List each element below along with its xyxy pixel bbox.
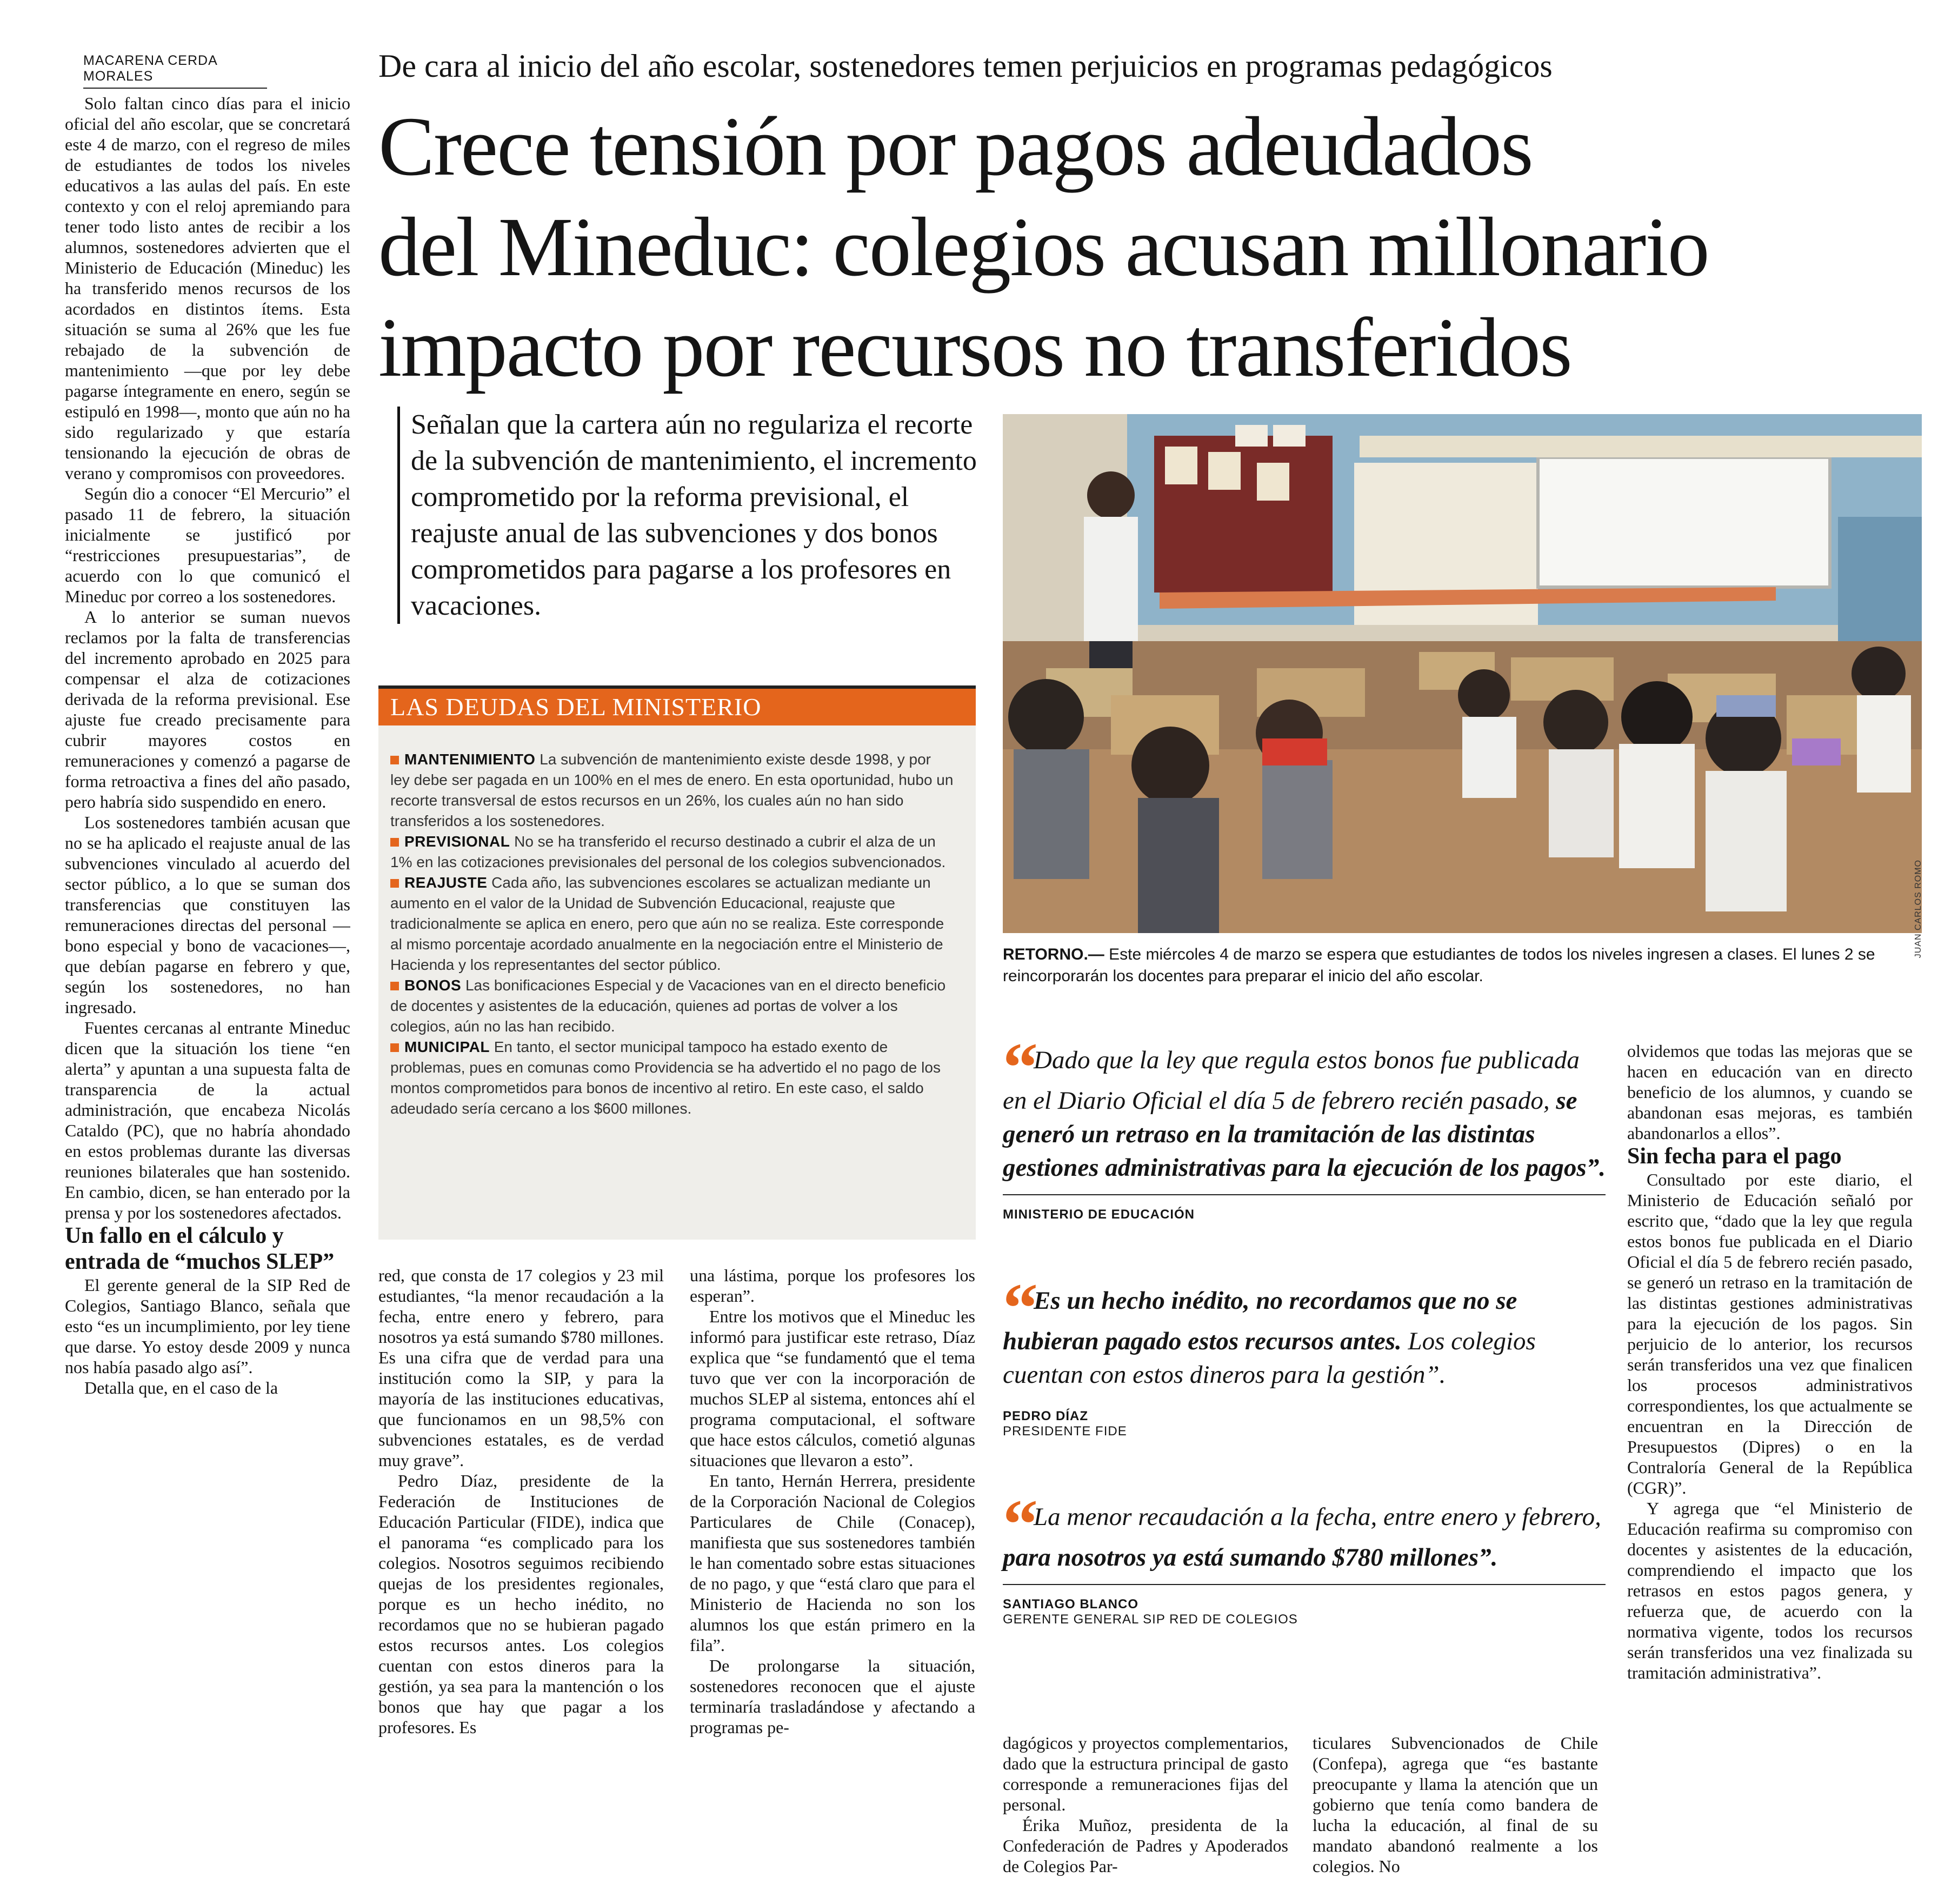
quote-source: MINISTERIO DE EDUCACIÓN <box>1003 1207 1195 1222</box>
debt-item-label: MANTENIMIENTO <box>404 751 536 768</box>
pull-quote <box>1003 1486 1606 1574</box>
quote-text: La menor recaudación a la fecha, entre enero y febrero, <box>1034 1503 1601 1531</box>
paragraph: Pedro Díaz, presidente de la Federación de Instituciones de Educación Particular (FIDE), indica que el panorama “es complicado para los colegios. Nosotros seguimos recibiendo quejas de los presidentes regionales, porque es un hecho inédito, no recordamos que no se hubieran pagado estos recursos antes. Los colegios cuentan con estos dineros para la gestión, ya sea para la mantención o los bonos que hay que pagar a los profesores. Es <box>378 1471 664 1737</box>
paragraph: Fuentes cercanas al entrante Mineduc dicen que la situación los tiene “en alerta” y apuntan a una supuesta falta de transparencia de la actual administración, que encabeza Nicolás Cataldo (PC), que no habría ahondado en estos problemas durante las diversas reuniones bilaterales que han sostenido. En cambio, dicen, se han enterado por la prensa y por los sostenedores afectados. <box>65 1018 350 1222</box>
debt-item-text: La subvención de mantenimiento existe desde 1998, y por ley debe ser pagada en un 100% en el mes de enero. En esta oportunidad, hubo un recorte transversal de estos recursos en un 26%, los cuales aún no han sido transferidos a los sostenedores. <box>390 751 954 829</box>
article-column-3 <box>690 1265 975 1898</box>
kicker: De cara al inicio del año escolar, sostenedores temen perjuicios en programas pedagógicos <box>378 48 1553 84</box>
bullet-square-icon <box>390 982 399 990</box>
paragraph: Según dio a conocer “El Mercurio” el pasado 11 de febrero, la situación inicialmente se justificó por “restricciones presupuestarias”, de acuerdo con lo que comunicó el Mineduc por correo a los sostenedores. <box>65 484 350 606</box>
headline-line-2: del Mineduc: colegios acusan millonario <box>378 200 1709 294</box>
quote-mark-icon: “ <box>1003 1486 1030 1563</box>
quote-block-3 <box>1003 1486 1606 1627</box>
classroom-photo <box>1003 414 1922 933</box>
bullet-square-icon <box>390 879 399 888</box>
quote-mark-icon: “ <box>1003 1269 1030 1347</box>
debt-item <box>390 873 954 975</box>
debts-box-items <box>378 725 976 1119</box>
subhead-fallo: Un fallo en el cálculo y entrada de “muchos SLEP” <box>65 1223 335 1274</box>
quote-source-role: GERENTE GENERAL SIP RED DE COLEGIOS <box>1003 1612 1298 1627</box>
paragraph: Consultado por este diario, el Ministerio de Educación señaló por escrito que, “dado que la ley que regula estos bonos fue publicada en el Diario Oficial el día 5 de febrero recién pasado, se generó un retraso en la tramitación de las distintas gestiones administrativas para la ejecución de los pagos. Sin perjuicio de lo anterior, los recursos serán transferidos una vez que finalicen los procesos administrativos correspondientes, los que actualmente se encuentran en la Dirección de Presupuestos (Dipres) o en la Contraloría General de la República (CGR)”. <box>1627 1170 1913 1497</box>
bullet-square-icon <box>390 1043 399 1052</box>
paragraph: Érika Muñoz, presidenta de la Confederación de Padres y Apoderados de Colegios Par- <box>1003 1815 1288 1876</box>
headline-line-1: Crece tensión por pagos adeudados <box>378 99 1533 193</box>
paragraph: ticulares Subvencionados de Chile (Confepa), agrega que “es bastante preocupante y llama la atención que un gobierno que tenía como bandera de lucha la educación, al final de su mandato abandonó realmente a los colegios. No <box>1313 1733 1598 1876</box>
debt-item-label: PREVISIONAL <box>404 833 510 850</box>
debts-box-title: LAS DEUDAS DEL MINISTERIO <box>378 685 976 725</box>
article-column-5 <box>1313 1733 1598 1898</box>
debt-item <box>390 975 954 1037</box>
debt-item <box>390 831 954 873</box>
deck: Señalan que la cartera aún no regulariza el recorte de la subvención de mantenimiento, el incremento comprometido por la reforma previsional, el reajuste anual de las subvenciones y dos bonos comprometidos para pagarse a los profesores en vacaciones. <box>397 407 995 624</box>
classroom-photo-image <box>1003 414 1922 933</box>
headline <box>378 96 1924 398</box>
paragraph: El gerente general de la SIP Red de Colegios, Santiago Blanco, señala que esto “es un incumplimiento, por ley tiene que darse. Yo estoy desde 2009 y nunca nos había pasado algo así”. <box>65 1275 350 1377</box>
debt-item-label: REAJUSTE <box>404 874 488 891</box>
byline: MACARENA CERDA MORALES <box>83 53 267 89</box>
paragraph: una lástima, porque los profesores los esperan”. <box>690 1266 975 1306</box>
photo-credit: JUAN CARLOS ROMO <box>1914 860 1923 958</box>
article-column-1 <box>65 93 350 1899</box>
quote-closing: ”. <box>1586 1154 1606 1182</box>
quote-text: Dado que la ley que regula estos bonos fue publicada en el Diario Oficial el día 5 de febrero recién pasado, <box>1003 1046 1580 1115</box>
debt-item-label: BONOS <box>404 977 462 994</box>
quote-block-2 <box>1003 1269 1606 1439</box>
paragraph: olvidemos que todas las mejoras que se hacen en educación van en directo beneficio de los alumnos, y cuando se abandonan esas mejoras, es también abandonarlos a ellos”. <box>1627 1041 1913 1143</box>
article-column-6 <box>1627 1041 1913 1898</box>
paragraph: Solo faltan cinco días para el inicio oficial del año escolar, que se concretará este 4 de marzo, con el regreso de miles de estudiantes de todos los niveles educativos a las aulas del país. En este contexto y con el reloj apremiando para tener todo listo antes de recibir a los alumnos, sostenedores advierten que el Ministerio de Educación (Mineduc) les ha transferido menos recursos de los acordados en distintos ítems. Esta situación se suma al 26% que les fue rebajado de la subvención de mantenimiento —que por ley debe pagarse íntegramente en enero, según se estipuló en 1998—, monto que aún no ha sido regularizado y que estaría tensionando la ejecución de obras de verano y compromisos con proveedores. <box>65 94 350 483</box>
quote-closing: ”. <box>1479 1543 1498 1572</box>
quote-bold-text: para nosotros ya está sumando $780 millones <box>1003 1543 1479 1572</box>
caption-label: RETORNO.— <box>1003 946 1104 963</box>
caption-text: Este miércoles 4 de marzo se espera que estudiantes de todos los niveles ingresen a clases. El lunes 2 se reincorporarán los docentes para preparar el inicio del año escolar. <box>1003 946 1875 985</box>
debt-item-text: Cada año, las subvenciones escolares se actualizan mediante un aumento en el valor de la Unidad de Subvención Educacional, reajuste que tradicionalmente se aplica en enero, pero que aún no se realiza. Este corresponde al mismo porcentaje acordado anualmente en la negociación entre el Ministerio de Hacienda y los representantes del sector público. <box>390 874 944 973</box>
paragraph: Detalla que, en el caso de la <box>84 1378 278 1397</box>
quote-rule <box>1003 1584 1606 1585</box>
paragraph: Entre los motivos que el Mineduc les informó para justificar este retraso, Díaz explica que “se fundamentó que el tema tuvo que ver con la incorporación de muchos SLEP al sistema, entonces ahí el programa computacional, el software que hace estos cálculos, cometió algunas situaciones que llevaron a esto”. <box>690 1307 975 1470</box>
article-column-2 <box>378 1265 664 1898</box>
paragraph: Los sostenedores también acusan que no se ha aplicado el reajuste anual de las subvenciones vinculado al acuerdo del sector público, a lo que se suman dos transferencias que constituyen las remuneraciones directas del personal —bono especial y bono de vacaciones—, que debían pagarse en febrero y que, según los sostenedores, no han ingresado. <box>65 813 350 1017</box>
quote-mark-icon: “ <box>1003 1029 1030 1107</box>
paragraph: dagógicos y proyectos complementarios, dado que la estructura principal de gasto corresponde a remuneraciones fijas del personal. <box>1003 1733 1288 1814</box>
debt-item <box>390 749 954 831</box>
paragraph: De prolongarse la situación, sostenedores reconocen que el ajuste terminaría trasladándose y afectando a programas pe- <box>690 1656 975 1737</box>
quote-bold-text: Es un hecho inédito, no recordamos que no se hubieran pagado estos recursos antes. <box>1003 1287 1517 1355</box>
quote-source: SANTIAGO BLANCO <box>1003 1597 1138 1612</box>
headline-line-3: impacto por recursos no transferidos <box>378 301 1571 394</box>
debt-item <box>390 1037 954 1119</box>
bullet-square-icon <box>390 838 399 847</box>
debt-item-text: No se ha transferido el recurso destinado a cubrir el alza de un 1% en las cotizaciones previsionales del personal de los colegios subvencionados. <box>390 833 946 870</box>
paragraph: Y agrega que “el Ministerio de Educación reafirma su compromiso con docentes y asistentes de la educación, comprendiendo el impacto que los retrasos en estos pagos genera, y refuerza que, de acuerdo con la normativa vigente, todos los recursos serán transferidos una vez finalizada su tramitación administrativa”. <box>1627 1499 1913 1682</box>
paragraph: En tanto, Hernán Herrera, presidente de la Corporación Nacional de Colegios Particulares de Chile (Conacep), manifiesta que sus sostenedores también le han comentado sobre estas situaciones de no pago, y que “está claro que para el Ministerio de Hacienda no son los alumnos los que están primero en la fila”. <box>690 1471 975 1655</box>
debt-item-text: En tanto, el sector municipal tampoco ha estado exento de problemas, pues en comunas como Providencia se ha advertido el no pago de los montos comprometidos para bonos de incentivo al retiro. En este caso, el saldo adeudado sería cercano a los $600 millones. <box>390 1038 941 1117</box>
photo-caption <box>1003 944 1922 987</box>
paragraph: A lo anterior se suman nuevos reclamos por la falta de transferencias del incremento aprobado en 2025 para compensar el alza de cotizaciones derivada de la reforma previsional. Ese ajuste fue creado precisamente para cubrir mayores costos en remuneraciones y comenzó a pagarse de forma retroactiva a fines del año pasado, pero habría sido suspendido en enero. <box>65 607 350 811</box>
pull-quote <box>1003 1269 1606 1392</box>
quote-bold-text: se generó un retraso en la tramitación de las distintas gestiones administrativas para la ejecución de los pagos <box>1003 1087 1587 1182</box>
quote-text: Los colegios cuentan con estos dineros para la gestión”. <box>1003 1327 1536 1389</box>
paragraph: red, que consta de 17 colegios y 23 mil estudiantes, “la menor recaudación a la fecha, entre enero y febrero, para nosotros ya está sumando $780 millones. Es una cifra que de verdad para una institución como la SIP, y para la mayoría de las instituciones educativas, que funcionamos en un 98,5% con subvenciones estatales, es de verdad muy grave”. <box>378 1266 664 1470</box>
quote-source-role: PRESIDENTE FIDE <box>1003 1424 1127 1439</box>
article-column-4 <box>1003 1733 1288 1898</box>
debts-box <box>378 685 976 1240</box>
bullet-square-icon <box>390 756 399 764</box>
subhead-sin-fecha: Sin fecha para el pago <box>1627 1144 1842 1169</box>
debt-item-label: MUNICIPAL <box>404 1038 490 1055</box>
quote-block-1 <box>1003 1029 1606 1222</box>
quote-source: PEDRO DÍAZ <box>1003 1409 1089 1423</box>
pull-quote <box>1003 1029 1606 1184</box>
debt-item-text: Las bonificaciones Especial y de Vacaciones van en el directo beneficio de docentes y asistentes de la educación, quienes ad portas de volver a los colegios, aún no las han recibido. <box>390 977 946 1035</box>
quote-rule <box>1003 1194 1606 1195</box>
